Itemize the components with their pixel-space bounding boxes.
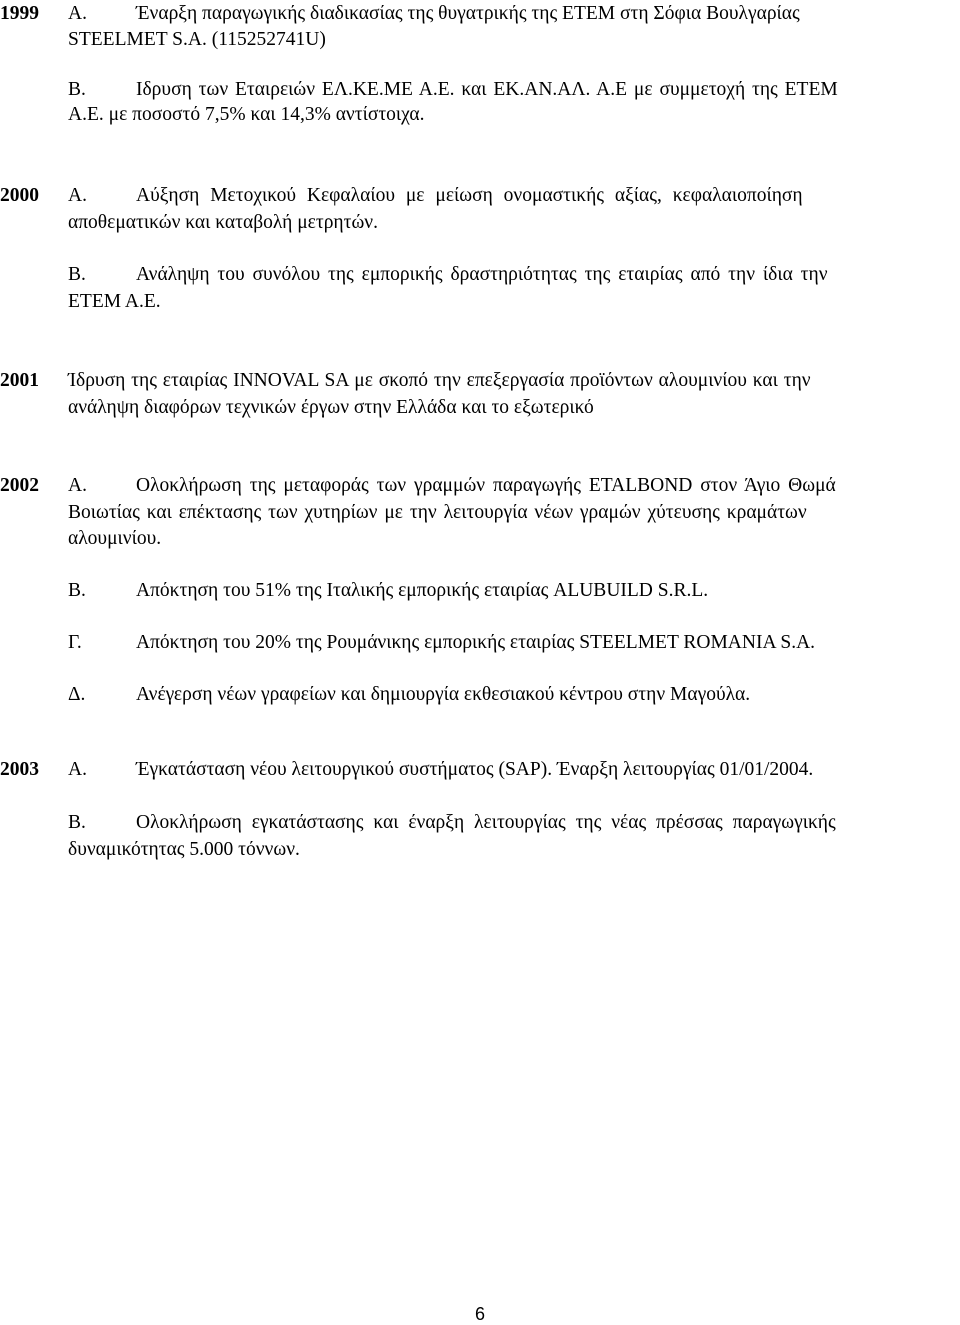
page-number: 6 (474, 1304, 485, 1324)
year-2000: 2000 (0, 185, 39, 206)
item-label: Β. (68, 580, 86, 601)
item-2002-d-text: Ανέγερση νέων γραφείων και δημιουργία εκθεσιακού κέντρου στην Μαγούλα. (136, 684, 751, 705)
item-2002-a-line2: Βοιωτίας και επέκτασης των χυτηρίων με την λειτουργία νέων γραμών χύτευσης κραμάτων (68, 502, 807, 523)
item-label: Α. (68, 3, 87, 24)
item-label: Α. (68, 759, 87, 780)
item-1999-a-line1 (136, 2, 956, 26)
item-label: Δ. (68, 684, 86, 705)
item-2003-b-line2: δυναμικότητας 5.000 τόννων. (68, 839, 300, 860)
item-2002-c-text: Απόκτηση του 20% της Ρουμάνικης εμπορικής εταιρίας STEELMET ROMANIA S.A. (136, 632, 816, 653)
item-2001-line2: ανάληψη διαφόρων τεχνικών έργων στην Ελλάδα και το εξωτερικό (68, 397, 594, 418)
year-1999: 1999 (0, 3, 39, 24)
item-2000-b-line2: ΕΤΕΜ Α.Ε. (68, 291, 161, 312)
item-label: Β. (68, 79, 86, 100)
year-2002: 2002 (0, 475, 39, 496)
item-label: Γ. (68, 632, 82, 653)
item-text: Έναρξη παραγωγικής διαδικασίας της θυγατρικής της ΕΤΕΜ στη Σόφια Βουλγαρίας (136, 3, 800, 24)
item-2001-line1: Ίδρυση της εταιρίας INNOVAL SA με σκοπό την επεξεργασία προϊόντων αλουμινίου και την (68, 370, 811, 391)
year-2001: 2001 (0, 370, 39, 391)
item-2002-a-line1: Ολοκλήρωση της μεταφοράς των γραμμών παραγωγής ETALBOND στον Άγιο Θωμά (136, 475, 836, 496)
item-label: Β. (68, 812, 86, 833)
item-2002-b-text: Απόκτηση του 51% της Ιταλικής εμπορικής εταιρίας ALUBUILD S.R.L. (136, 580, 709, 601)
item-1999-b-line2: Α.Ε. με ποσοστό 7,5% και 14,3% αντίστοιχα. (68, 104, 425, 125)
item-1999-b-line1: Ιδρυση των Εταιρειών ΕΛ.ΚΕ.ΜΕ Α.Ε. και ΕΚ.ΑΝ.ΑΛ. Α.Ε με συμμετοχή της ΕΤΕΜ (136, 79, 838, 100)
item-label: Β. (68, 264, 86, 285)
item-label: Α. (68, 185, 87, 206)
year-2003: 2003 (0, 759, 39, 780)
item-2000-a-line1: Αύξηση Μετοχικού Κεφαλαίου με μείωση ονομαστικής αξίας, κεφαλαιοποίηση (136, 185, 803, 206)
item-2003-b-line1: Ολοκλήρωση εγκατάστασης και έναρξη λειτουργίας της νέας πρέσσας παραγωγικής (136, 812, 836, 833)
item-1999-a-line2: STEELMET S.A. (115252741U) (68, 29, 326, 50)
item-2000-b-line1: Ανάληψη του συνόλου της εμπορικής δραστηριότητας της εταιρίας από την ίδια την (136, 264, 828, 285)
item-2002-a-line3: αλουμινίου. (68, 528, 162, 549)
item-2003-a-text: Έγκατάσταση νέου λειτουργικού συστήματος (SAP). Έναρξη λειτουργίας 01/01/2004. (136, 759, 814, 780)
item-2000-a-line2: αποθεματικών και καταβολή μετρητών. (68, 212, 378, 233)
item-label: Α. (68, 475, 87, 496)
